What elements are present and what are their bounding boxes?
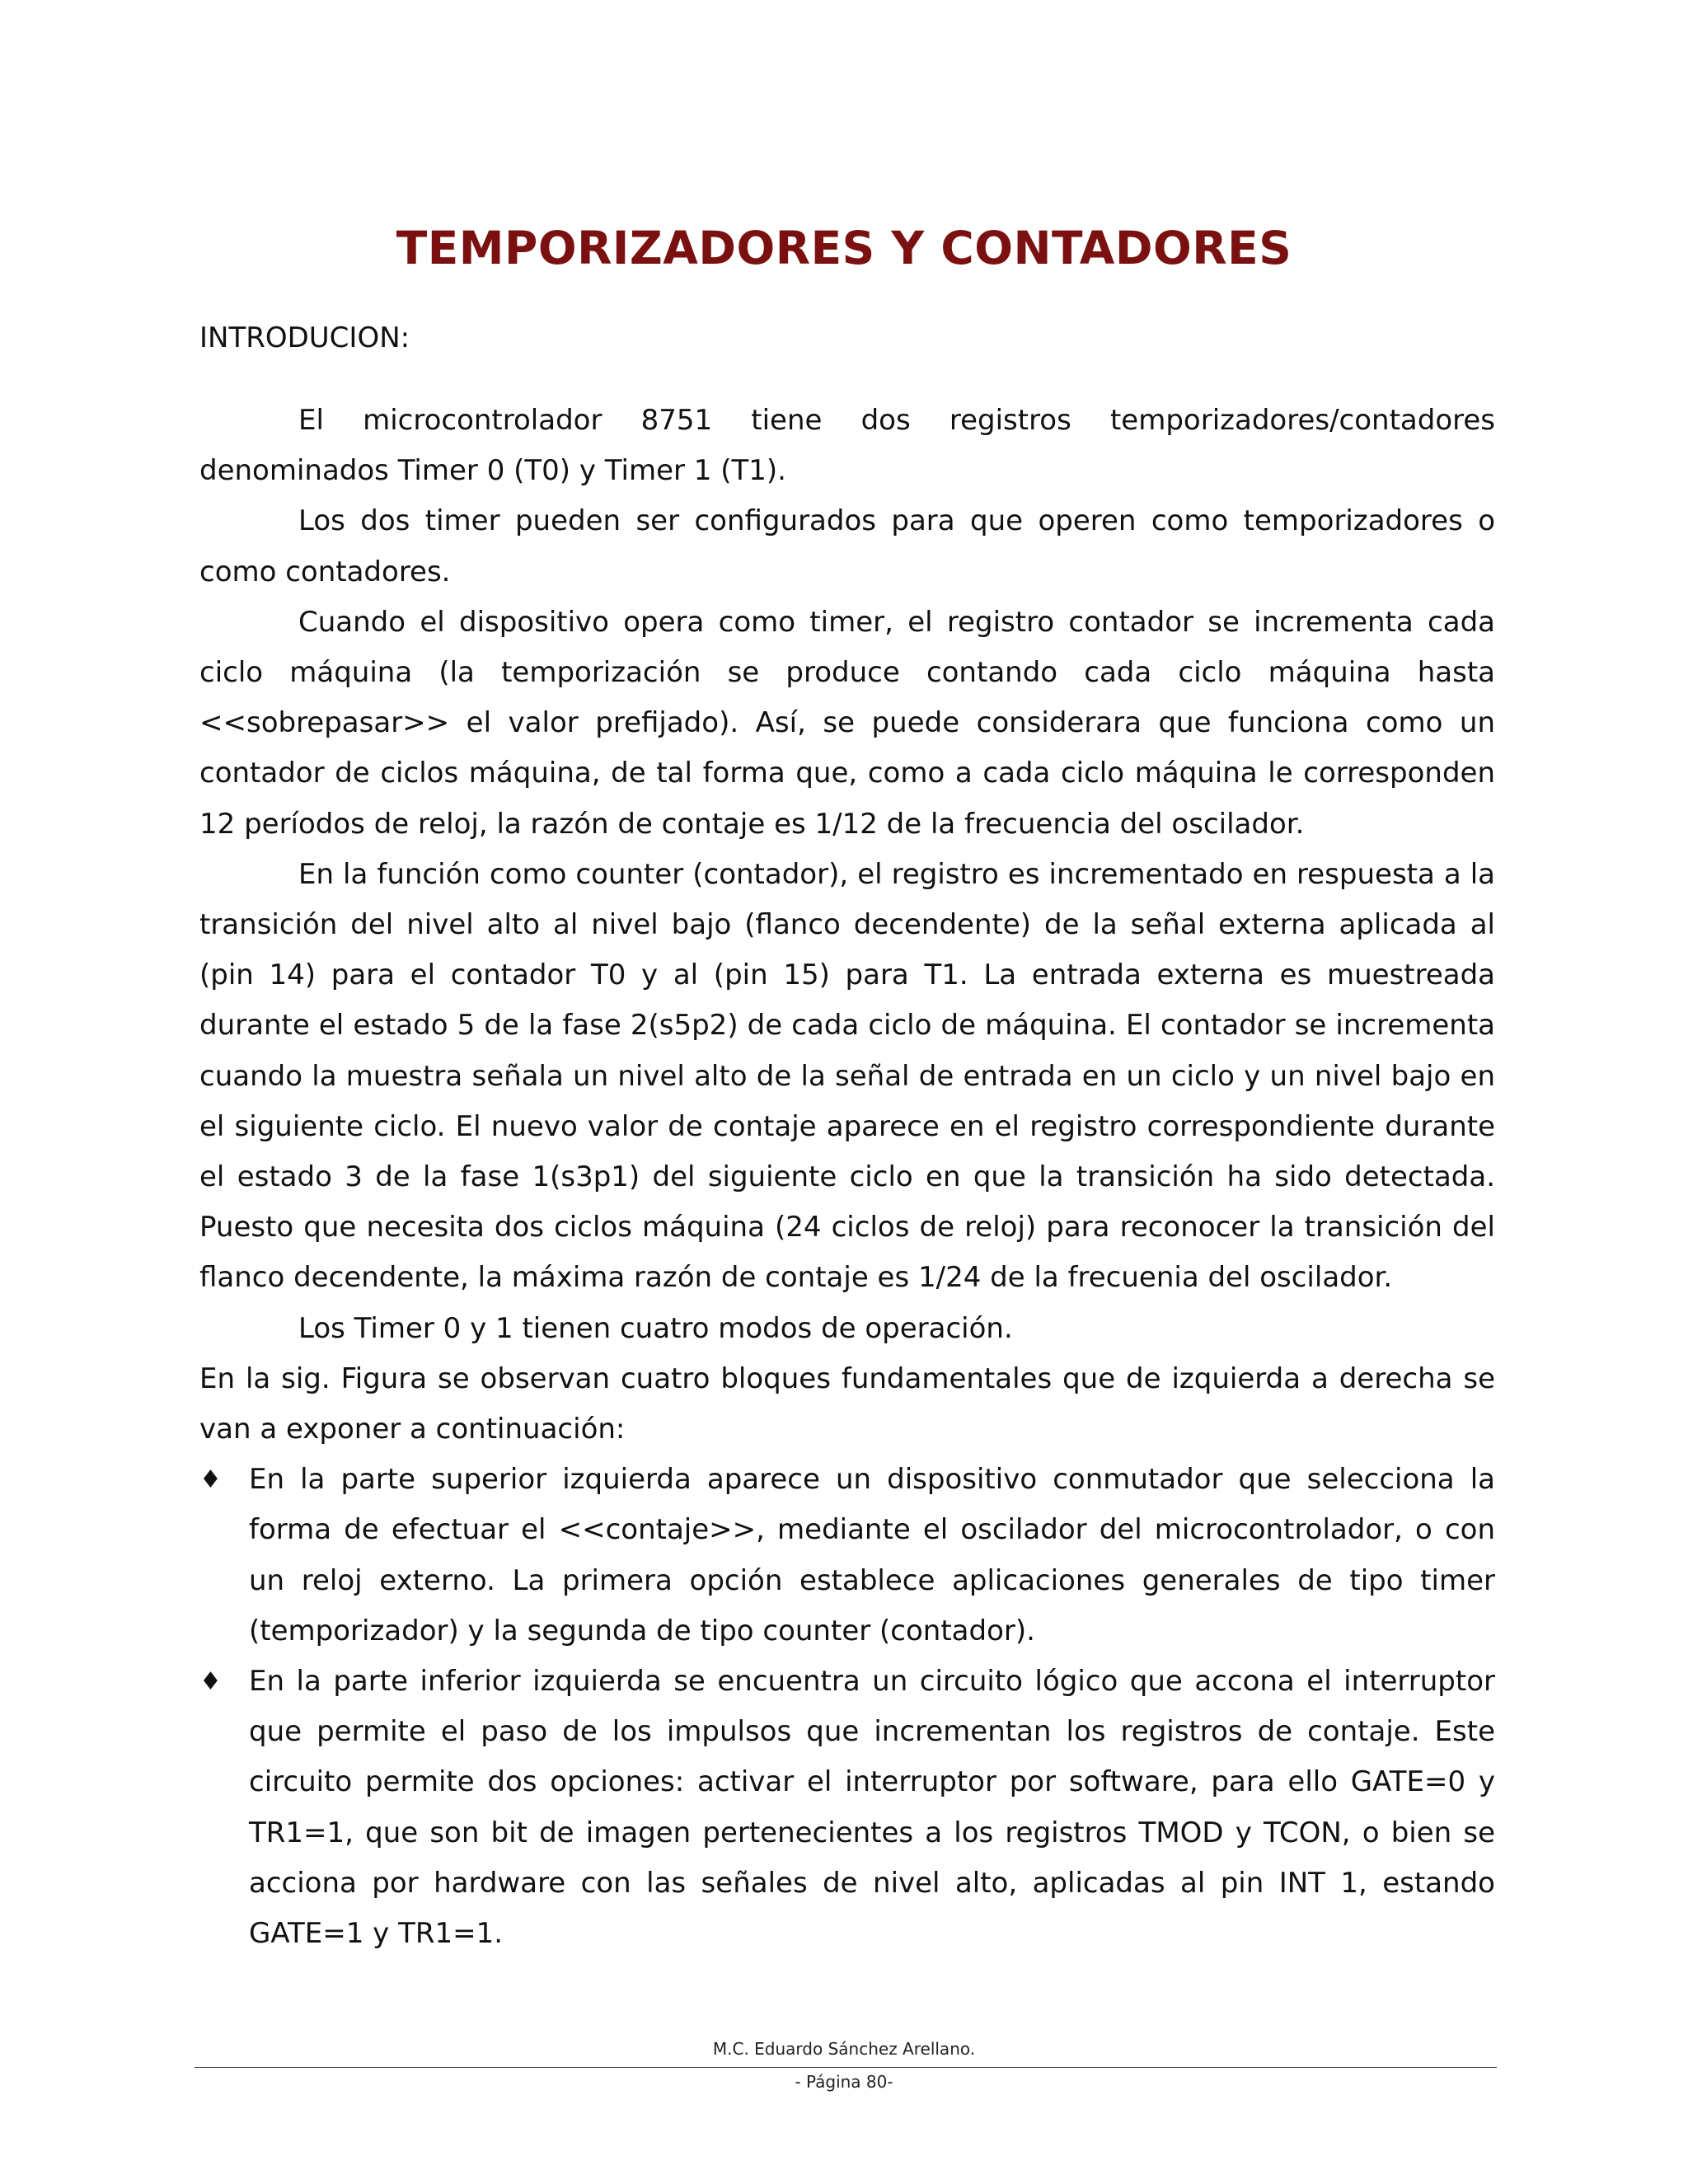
paragraph-counter-mode: En la función como counter (contador), el registro es incrementado en respuesta a la transición del nivel alto al nivel bajo (flanco decendente) de la señal externa aplicada al (pin 14) para el contador T0 y al (pin 15) para T1. La entrada externa es muestreada durante el estado 5 de la fase 2(s5p2) de cada ciclo de máquina. El contador se incrementa cuando la muestra señala un nivel alto de la señal de entrada en un ciclo y un nivel bajo en el siguiente ciclo. El nuevo valor de contaje aparece en el registro correspondiente durante el estado 3 de la fase 1(s3p1) del siguiente ciclo en que la transición ha sido detectada. Puesto que necesita dos ciclos máquina (24 ciclos de reloj) para reconocer la transición del flanco decendente, la máxima razón de contaje es 1/24 de la frecuenia del oscilador.: [199, 857, 1495, 1295]
paragraph-timers-intro: El microcontrolador 8751 tiene dos registros temporizadores/contadores denominados Timer 0 (T0) y Timer 1 (T1).: [199, 404, 1495, 488]
section-subheading: INTRODUCION:: [199, 321, 410, 354]
list-item: [199, 1657, 1495, 1959]
paragraph-configuration: Los dos timer pueden ser configurados para que operen como temporizadores o como contadores.: [199, 504, 1495, 588]
footer-author: M.C. Eduardo Sánchez Arellano.: [712, 2039, 976, 2059]
diamond-bullet-icon: ♦: [199, 1465, 222, 1495]
paragraph-timer-mode: Cuando el dispositivo opera como timer, el registro contador se incrementa cada ciclo máquina (la temporización se produce contando cada ciclo máquina hasta <<sobrepasar>> el valor prefijado). Así, se puede considerara que funciona como un contador de ciclos máquina, de tal forma que, como a cada ciclo máquina le corresponden 12 períodos de reloj, la razón de contaje es 1/12 de la frecuencia del oscilador.: [199, 605, 1495, 841]
page-number: - Página 80-: [795, 2072, 893, 2092]
bullet-text: En la parte inferior izquierda se encuentra un circuito lógico que accona el interruptor que permite el paso de los impulsos que incrementan los registros de contaje. Este circuito permite dos opciones: activar el interruptor por software, para ello GATE=0 y TR1=1, que son bit de imagen pertenecientes a los registros TMOD y TCON, o bien se acciona por hardware con las señales de nivel alto, aplicadas al pin INT 1, estando GATE=1 y TR1=1.: [249, 1665, 1495, 1951]
document-body: [199, 396, 1495, 1959]
paragraph-operation-modes: Los Timer 0 y 1 tienen cuatro modos de operación.: [298, 1311, 1013, 1345]
paragraph-figure-intro: En la sig. Figura se observan cuatro bloques fundamentales que de izquierda a derecha se van a exponer a continuación:: [199, 1361, 1495, 1446]
page-title: TEMPORIZADORES Y CONTADORES: [396, 222, 1292, 274]
bullet-text: En la parte superior izquierda aparece un dispositivo conmutador que selecciona la forma de efectuar el <<contaje>>, mediante el oscilador del microcontrolador, o con un reloj externo. La primera opción establece aplicaciones generales de tipo timer (temporizador) y la segunda de tipo counter (contador).: [249, 1463, 1495, 1647]
list-item: [199, 1455, 1495, 1657]
bullet-list: [199, 1455, 1495, 1959]
diamond-bullet-icon: ♦: [199, 1667, 222, 1697]
footer-divider: [195, 2067, 1497, 2068]
